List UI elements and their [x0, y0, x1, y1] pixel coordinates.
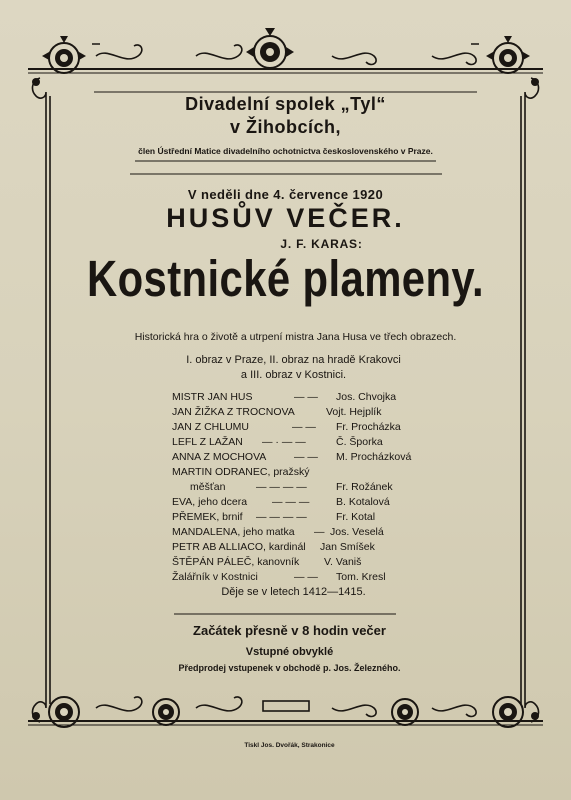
cast-actor: Vojt. Hejplík	[326, 406, 382, 418]
cast-dashes: — — —	[272, 496, 310, 508]
setting-years: Děje se v letech 1412—1415.	[221, 586, 366, 598]
cast-role: LEFL Z LAŽAN	[172, 436, 243, 448]
cast-role: MISTR JAN HUS	[172, 391, 253, 403]
cast-actor: V. Vaniš	[324, 556, 362, 568]
cast-dashes: — —	[294, 451, 318, 463]
cast-role: JAN ŽIŽKA Z TROCNOVA	[172, 406, 295, 418]
cast-role: PŘEMEK, brnif	[172, 511, 243, 523]
printer-credit: Tiskl Jos. Dvořák, Strakonice	[244, 742, 335, 749]
cast-dashes: — —	[294, 571, 318, 583]
cast-actor: Jan Smíšek	[320, 541, 375, 553]
cast-role: MANDALENA, jeho matka	[172, 526, 295, 538]
cast-role: JAN Z CHLUMU	[172, 421, 250, 433]
cast-dashes: — —	[292, 421, 316, 433]
cast-actor: Č. Šporka	[336, 436, 383, 448]
society-name: Divadelní spolek „Tyl“	[185, 94, 386, 114]
performance-date: V neděli dne 4. července 1920	[187, 187, 384, 202]
cast-actor: M. Procházková	[336, 451, 412, 463]
cast-actor: Jos. Chvojka	[336, 391, 397, 403]
cast-actor: Fr. Rožánek	[336, 481, 393, 493]
cast-dashes: — — — —	[256, 481, 307, 493]
cast-actor: Tom. Kresl	[336, 571, 386, 583]
play-author: J. F. KARAS:	[280, 237, 363, 251]
ticket-price: Vstupné obvyklé	[245, 646, 334, 658]
cast-dashes: — —	[294, 391, 318, 403]
event-title: HUSŮV VEČER.	[166, 203, 405, 233]
scenes-line-2: a III. obraz v Kostnici.	[240, 369, 347, 381]
start-time: Začátek přesně v 8 hodin večer	[193, 623, 386, 638]
cast-role: PETR AB ALLIACO, kardinál	[172, 541, 306, 553]
presale-info: Předprodej vstupenek v obchodě p. Jos. Železného.	[178, 663, 401, 673]
village-name: v Žihobcích,	[229, 117, 341, 137]
cast-actor: Fr. Procházka	[336, 421, 401, 433]
cast-actor: Jos. Veselá	[330, 526, 384, 538]
cast-role: ŠTĚPÁN PÁLEČ, kanovník	[172, 556, 300, 568]
cast-dashes: — · — —	[262, 436, 306, 448]
membership-note: člen Ústřední Matice divadelního ochotnictva československého v Praze.	[138, 146, 433, 156]
cast-dashes: — — — —	[256, 511, 307, 523]
play-subtitle: Historická hra o životě a utrpení mistra Jana Husa ve třech obrazech.	[134, 331, 457, 343]
cast-role: měšťan	[190, 481, 226, 493]
cast-actor: Fr. Kotal	[336, 511, 376, 523]
play-title: Kostnické plameny.	[86, 250, 485, 307]
cast-role: MARTIN ODRANEC, pražský	[172, 466, 310, 478]
cast-role: ANNA Z MOCHOVA	[172, 451, 267, 463]
cast-dashes: —	[314, 526, 325, 538]
cast-role: Žalářník v Kostnici	[172, 571, 258, 583]
cast-role: EVA, jeho dcera	[172, 496, 248, 508]
cast-actor: B. Kotalová	[336, 496, 390, 508]
scenes-line-1: I. obraz v Praze, II. obraz na hradě Krakovci	[186, 354, 401, 366]
